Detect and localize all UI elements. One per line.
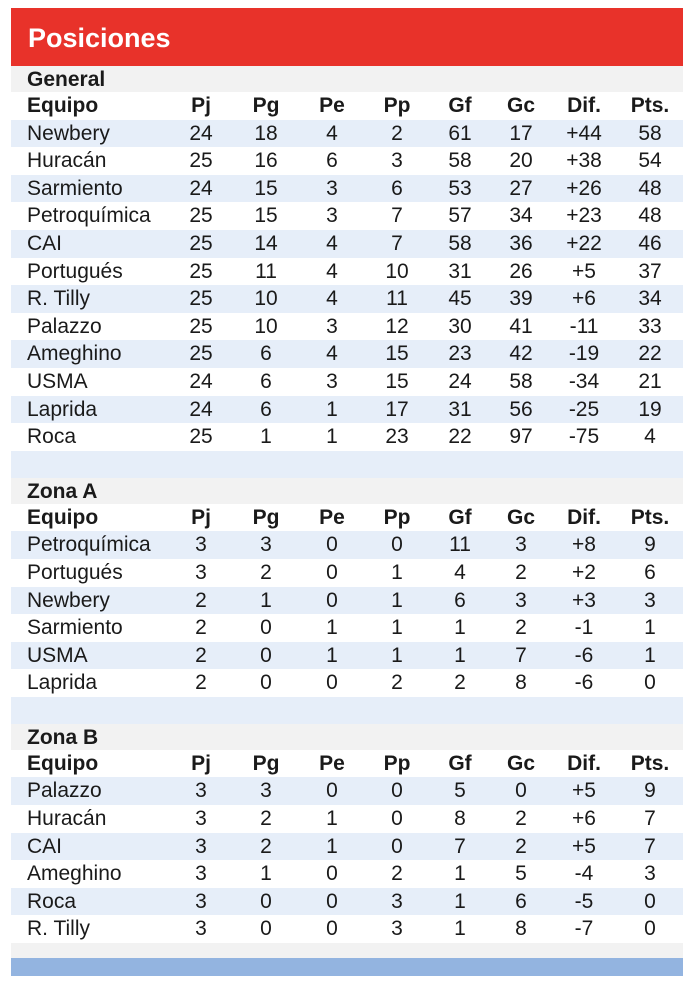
cell-pp: 23 bbox=[385, 425, 409, 449]
table-header-row bbox=[11, 504, 683, 532]
cell-pg: 6 bbox=[260, 397, 272, 421]
cell-pj: 3 bbox=[195, 560, 207, 584]
cell-gf: 1 bbox=[454, 889, 466, 913]
cell-pts: 46 bbox=[638, 231, 662, 255]
cell-dif: +22 bbox=[566, 231, 602, 255]
column-header-gc: Gc bbox=[506, 505, 535, 529]
cell-pp: 7 bbox=[391, 231, 403, 255]
cell-team: Huracán bbox=[27, 149, 107, 173]
standings-section bbox=[11, 478, 683, 724]
cell-pe: 6 bbox=[326, 149, 338, 173]
cell-pg: 14 bbox=[254, 231, 278, 255]
cell-pj: 25 bbox=[189, 314, 213, 338]
cell-pj: 25 bbox=[189, 287, 213, 311]
column-header-pp: Pp bbox=[383, 505, 411, 529]
cell-dif: +3 bbox=[572, 588, 596, 612]
cell-pg: 1 bbox=[260, 588, 272, 612]
column-header-pts: Pts. bbox=[630, 751, 670, 775]
cell-team: R. Tilly bbox=[27, 287, 90, 311]
cell-pts: 3 bbox=[644, 862, 656, 886]
cell-dif: -34 bbox=[568, 369, 600, 393]
cell-gc: 2 bbox=[515, 560, 527, 584]
column-header-pts: Pts. bbox=[630, 94, 670, 117]
cell-pp: 2 bbox=[391, 862, 403, 886]
column-header-dif: Dif. bbox=[567, 94, 601, 117]
cell-pts: 54 bbox=[638, 149, 662, 173]
cell-gc: 2 bbox=[515, 616, 527, 640]
table-row bbox=[11, 559, 683, 587]
column-header-pj: Pj bbox=[191, 751, 211, 775]
cell-pg: 15 bbox=[254, 204, 278, 228]
column-header-pe: Pe bbox=[319, 751, 345, 775]
table-row bbox=[11, 313, 683, 341]
cell-pe: 3 bbox=[326, 176, 338, 200]
cell-team: Palazzo bbox=[27, 314, 102, 338]
cell-gf: 45 bbox=[448, 287, 472, 311]
cell-pg: 0 bbox=[260, 671, 272, 695]
cell-gf: 22 bbox=[448, 425, 472, 449]
cell-pts: 9 bbox=[644, 779, 656, 803]
cell-gc: 97 bbox=[509, 425, 533, 449]
cell-pe: 0 bbox=[326, 533, 338, 557]
cell-pts: 48 bbox=[638, 176, 662, 200]
column-header-pj: Pj bbox=[191, 94, 211, 117]
cell-pp: 1 bbox=[391, 588, 403, 612]
column-header-team: Equipo bbox=[27, 751, 99, 775]
cell-team: R. Tilly bbox=[27, 917, 90, 941]
cell-pp: 1 bbox=[391, 643, 403, 667]
cell-pp: 7 bbox=[391, 204, 403, 228]
table-row bbox=[11, 888, 683, 916]
cell-dif: -19 bbox=[568, 342, 600, 366]
column-header-team: Equipo bbox=[27, 505, 99, 529]
cell-dif: -7 bbox=[574, 917, 594, 941]
cell-gc: 39 bbox=[509, 287, 533, 311]
section-spacer bbox=[11, 451, 683, 478]
cell-gc: 42 bbox=[509, 342, 533, 366]
cell-gc: 58 bbox=[509, 369, 533, 393]
cell-gf: 2 bbox=[454, 671, 466, 695]
cell-pe: 0 bbox=[326, 779, 338, 803]
cell-pe: 0 bbox=[326, 862, 338, 886]
column-header-pg: Pg bbox=[252, 751, 280, 775]
cell-pe: 4 bbox=[326, 342, 338, 366]
cell-gf: 1 bbox=[454, 616, 466, 640]
cell-pj: 24 bbox=[189, 369, 213, 393]
standings-section bbox=[11, 66, 683, 478]
cell-team: CAI bbox=[27, 231, 63, 255]
cell-team: Ameghino bbox=[27, 862, 122, 886]
cell-gf: 58 bbox=[448, 231, 472, 255]
cell-team: Petroquímica bbox=[27, 204, 151, 228]
cell-pj: 3 bbox=[195, 834, 207, 858]
cell-gf: 57 bbox=[448, 204, 472, 228]
cell-gf: 5 bbox=[454, 779, 466, 803]
cell-pp: 3 bbox=[391, 917, 403, 941]
cell-pts: 19 bbox=[638, 397, 662, 421]
table-row bbox=[11, 614, 683, 642]
cell-pg: 0 bbox=[260, 643, 272, 667]
table-row bbox=[11, 423, 683, 451]
page-title: Posiciones bbox=[11, 8, 683, 66]
section-title: Zona B bbox=[11, 724, 683, 750]
cell-pp: 1 bbox=[391, 560, 403, 584]
cell-dif: +5 bbox=[572, 779, 596, 803]
table-row bbox=[11, 860, 683, 888]
column-header-dif: Dif. bbox=[567, 751, 601, 775]
cell-pg: 11 bbox=[255, 259, 277, 283]
cell-pj: 25 bbox=[189, 204, 213, 228]
cell-pg: 16 bbox=[254, 149, 278, 173]
cell-dif: +5 bbox=[572, 834, 596, 858]
standings-panel bbox=[11, 8, 683, 976]
table-row bbox=[11, 175, 683, 203]
cell-pe: 0 bbox=[326, 917, 338, 941]
cell-pts: 7 bbox=[644, 834, 656, 858]
cell-team: Newbery bbox=[27, 121, 110, 145]
column-header-pj: Pj bbox=[191, 505, 211, 529]
cell-pj: 24 bbox=[189, 176, 213, 200]
cell-pj: 3 bbox=[195, 533, 207, 557]
cell-pj: 2 bbox=[195, 588, 207, 612]
cell-pj: 3 bbox=[195, 862, 207, 886]
cell-pe: 3 bbox=[326, 204, 338, 228]
cell-team: CAI bbox=[27, 834, 63, 858]
cell-pg: 6 bbox=[260, 342, 272, 366]
cell-pe: 1 bbox=[326, 807, 338, 831]
cell-gc: 7 bbox=[515, 643, 527, 667]
cell-pts: 0 bbox=[644, 889, 656, 913]
standings-section bbox=[11, 724, 683, 943]
cell-pts: 58 bbox=[638, 121, 662, 145]
cell-gc: 3 bbox=[515, 588, 527, 612]
cell-team: Huracán bbox=[27, 807, 107, 831]
cell-gf: 8 bbox=[454, 807, 466, 831]
cell-gc: 2 bbox=[515, 834, 527, 858]
cell-dif: -5 bbox=[574, 889, 594, 913]
cell-pts: 7 bbox=[644, 807, 656, 831]
cell-team: Laprida bbox=[27, 397, 98, 421]
cell-dif: +5 bbox=[572, 259, 596, 283]
cell-gf: 23 bbox=[448, 342, 472, 366]
cell-gc: 3 bbox=[515, 533, 527, 557]
column-header-gc: Gc bbox=[506, 94, 535, 117]
cell-pj: 25 bbox=[189, 149, 213, 173]
cell-pe: 4 bbox=[326, 231, 338, 255]
cell-pe: 4 bbox=[326, 287, 338, 311]
table-row bbox=[11, 915, 683, 943]
cell-pp: 11 bbox=[386, 287, 408, 311]
cell-team: Portugués bbox=[27, 259, 123, 283]
table-row bbox=[11, 642, 683, 670]
cell-pj: 3 bbox=[195, 779, 207, 803]
column-header-pg: Pg bbox=[252, 505, 280, 529]
column-header-pp: Pp bbox=[383, 94, 411, 117]
cell-pj: 25 bbox=[189, 231, 213, 255]
cell-pj: 2 bbox=[195, 616, 207, 640]
section-title: General bbox=[11, 66, 683, 92]
footer-bar bbox=[11, 958, 683, 976]
cell-gc: 27 bbox=[509, 176, 533, 200]
cell-pp: 0 bbox=[391, 834, 403, 858]
cell-pts: 9 bbox=[644, 533, 656, 557]
cell-team: Portugués bbox=[27, 560, 123, 584]
column-header-gc: Gc bbox=[506, 751, 535, 775]
cell-pts: 33 bbox=[638, 314, 662, 338]
cell-dif: +6 bbox=[572, 807, 596, 831]
cell-gc: 34 bbox=[509, 204, 533, 228]
cell-gf: 11 bbox=[449, 533, 471, 557]
cell-gc: 5 bbox=[515, 862, 527, 886]
cell-dif: -11 bbox=[569, 314, 599, 338]
cell-gc: 56 bbox=[509, 397, 533, 421]
cell-dif: -6 bbox=[574, 643, 594, 667]
cell-team: USMA bbox=[27, 369, 88, 393]
column-header-pe: Pe bbox=[319, 505, 345, 529]
cell-dif: -4 bbox=[574, 862, 594, 886]
cell-pg: 2 bbox=[260, 560, 272, 584]
cell-pj: 25 bbox=[189, 259, 213, 283]
section-spacer bbox=[11, 697, 683, 724]
table-row bbox=[11, 340, 683, 368]
cell-pj: 25 bbox=[189, 342, 213, 366]
cell-pj: 3 bbox=[195, 807, 207, 831]
cell-pts: 4 bbox=[644, 425, 656, 449]
cell-pts: 37 bbox=[638, 259, 662, 283]
table-row bbox=[11, 805, 683, 833]
cell-pg: 6 bbox=[260, 369, 272, 393]
cell-pj: 3 bbox=[195, 917, 207, 941]
cell-dif: +6 bbox=[572, 287, 596, 311]
table-row bbox=[11, 531, 683, 559]
cell-pe: 3 bbox=[326, 314, 338, 338]
cell-gc: 8 bbox=[515, 671, 527, 695]
cell-pg: 1 bbox=[260, 862, 272, 886]
cell-dif: +44 bbox=[566, 121, 602, 145]
cell-pts: 1 bbox=[644, 643, 656, 667]
cell-team: Sarmiento bbox=[27, 176, 123, 200]
table-row bbox=[11, 258, 683, 286]
cell-team: Palazzo bbox=[27, 779, 102, 803]
cell-gf: 53 bbox=[448, 176, 472, 200]
cell-gc: 36 bbox=[509, 231, 533, 255]
cell-pp: 0 bbox=[391, 807, 403, 831]
cell-gc: 20 bbox=[509, 149, 533, 173]
cell-pg: 10 bbox=[254, 287, 278, 311]
cell-gf: 30 bbox=[448, 314, 472, 338]
cell-pp: 6 bbox=[391, 176, 403, 200]
cell-gf: 24 bbox=[448, 369, 472, 393]
cell-pp: 15 bbox=[385, 369, 409, 393]
cell-dif: -6 bbox=[574, 671, 594, 695]
column-header-pp: Pp bbox=[383, 751, 411, 775]
column-header-pg: Pg bbox=[252, 94, 280, 117]
cell-pts: 21 bbox=[638, 369, 662, 393]
section-title: Zona A bbox=[11, 478, 683, 504]
cell-pg: 2 bbox=[260, 807, 272, 831]
cell-pe: 4 bbox=[326, 259, 338, 283]
cell-pj: 2 bbox=[195, 671, 207, 695]
cell-dif: +23 bbox=[566, 204, 602, 228]
cell-pp: 0 bbox=[391, 533, 403, 557]
cell-pj: 24 bbox=[189, 121, 213, 145]
cell-pg: 3 bbox=[260, 533, 272, 557]
cell-gc: 41 bbox=[509, 314, 533, 338]
table-row bbox=[11, 120, 683, 148]
cell-gc: 17 bbox=[509, 121, 533, 145]
cell-pg: 3 bbox=[260, 779, 272, 803]
cell-pe: 1 bbox=[326, 397, 338, 421]
cell-pp: 1 bbox=[391, 616, 403, 640]
cell-pp: 10 bbox=[385, 259, 409, 283]
cell-pts: 0 bbox=[644, 917, 656, 941]
cell-gc: 6 bbox=[515, 889, 527, 913]
cell-gc: 0 bbox=[515, 779, 527, 803]
table-row bbox=[11, 202, 683, 230]
cell-pp: 15 bbox=[385, 342, 409, 366]
cell-pe: 3 bbox=[326, 369, 338, 393]
cell-gc: 8 bbox=[515, 917, 527, 941]
cell-pts: 48 bbox=[638, 204, 662, 228]
column-header-pts: Pts. bbox=[630, 505, 670, 529]
cell-dif: +26 bbox=[566, 176, 602, 200]
column-header-team: Equipo bbox=[27, 94, 99, 117]
table-row bbox=[11, 777, 683, 805]
cell-pg: 18 bbox=[254, 121, 278, 145]
cell-pg: 1 bbox=[260, 425, 272, 449]
cell-team: Roca bbox=[27, 889, 77, 913]
cell-pe: 0 bbox=[326, 560, 338, 584]
cell-pts: 3 bbox=[644, 588, 656, 612]
cell-gf: 1 bbox=[454, 917, 466, 941]
cell-pe: 1 bbox=[326, 834, 338, 858]
cell-team: Ameghino bbox=[27, 342, 122, 366]
cell-dif: -1 bbox=[574, 616, 594, 640]
cell-gf: 31 bbox=[448, 397, 472, 421]
cell-pts: 34 bbox=[638, 287, 662, 311]
cell-pp: 2 bbox=[391, 121, 403, 145]
table-row bbox=[11, 587, 683, 615]
cell-pp: 12 bbox=[385, 314, 409, 338]
cell-pe: 1 bbox=[326, 616, 338, 640]
cell-team: Newbery bbox=[27, 588, 110, 612]
cell-pj: 3 bbox=[195, 889, 207, 913]
cell-dif: +8 bbox=[572, 533, 596, 557]
cell-pj: 2 bbox=[195, 643, 207, 667]
table-row bbox=[11, 669, 683, 697]
table-row bbox=[11, 396, 683, 424]
cell-pp: 3 bbox=[391, 149, 403, 173]
cell-pe: 0 bbox=[326, 588, 338, 612]
column-header-gf: Gf bbox=[448, 94, 472, 117]
table-row bbox=[11, 285, 683, 313]
cell-gf: 1 bbox=[454, 643, 466, 667]
cell-pe: 0 bbox=[326, 671, 338, 695]
cell-gf: 1 bbox=[454, 862, 466, 886]
cell-team: Petroquímica bbox=[27, 533, 151, 557]
cell-pts: 1 bbox=[644, 616, 656, 640]
cell-gf: 7 bbox=[454, 834, 466, 858]
cell-dif: +38 bbox=[566, 149, 602, 173]
cell-gf: 4 bbox=[454, 560, 466, 584]
column-header-gf: Gf bbox=[448, 505, 472, 529]
cell-pj: 24 bbox=[189, 397, 213, 421]
cell-pj: 25 bbox=[189, 425, 213, 449]
cell-pe: 1 bbox=[326, 643, 338, 667]
cell-team: USMA bbox=[27, 643, 88, 667]
cell-pg: 0 bbox=[260, 917, 272, 941]
cell-pg: 0 bbox=[260, 616, 272, 640]
column-header-pe: Pe bbox=[319, 94, 345, 117]
cell-gf: 31 bbox=[448, 259, 472, 283]
cell-pg: 2 bbox=[260, 834, 272, 858]
cell-dif: +2 bbox=[572, 560, 596, 584]
standings-sections bbox=[11, 66, 683, 943]
cell-pg: 15 bbox=[254, 176, 278, 200]
cell-team: Sarmiento bbox=[27, 616, 123, 640]
cell-team: Roca bbox=[27, 425, 77, 449]
column-header-gf: Gf bbox=[448, 751, 472, 775]
table-header-row bbox=[11, 750, 683, 778]
cell-dif: -25 bbox=[568, 397, 600, 421]
table-row bbox=[11, 147, 683, 175]
cell-pg: 0 bbox=[260, 889, 272, 913]
cell-pts: 6 bbox=[644, 560, 656, 584]
cell-pp: 17 bbox=[385, 397, 409, 421]
cell-gf: 6 bbox=[454, 588, 466, 612]
table-row bbox=[11, 833, 683, 861]
cell-pe: 0 bbox=[326, 889, 338, 913]
cell-pe: 4 bbox=[326, 121, 338, 145]
cell-gc: 2 bbox=[515, 807, 527, 831]
column-header-dif: Dif. bbox=[567, 505, 601, 529]
cell-pp: 2 bbox=[391, 671, 403, 695]
cell-team: Laprida bbox=[27, 671, 98, 695]
cell-pp: 0 bbox=[391, 779, 403, 803]
table-header-row bbox=[11, 92, 683, 120]
cell-dif: -75 bbox=[568, 425, 600, 449]
cell-pts: 0 bbox=[644, 671, 656, 695]
cell-pp: 3 bbox=[391, 889, 403, 913]
cell-gc: 26 bbox=[509, 259, 533, 283]
table-row bbox=[11, 368, 683, 396]
cell-gf: 61 bbox=[448, 121, 472, 145]
cell-pts: 22 bbox=[638, 342, 662, 366]
cell-pg: 10 bbox=[254, 314, 278, 338]
cell-pe: 1 bbox=[326, 425, 338, 449]
cell-gf: 58 bbox=[448, 149, 472, 173]
table-row bbox=[11, 230, 683, 258]
